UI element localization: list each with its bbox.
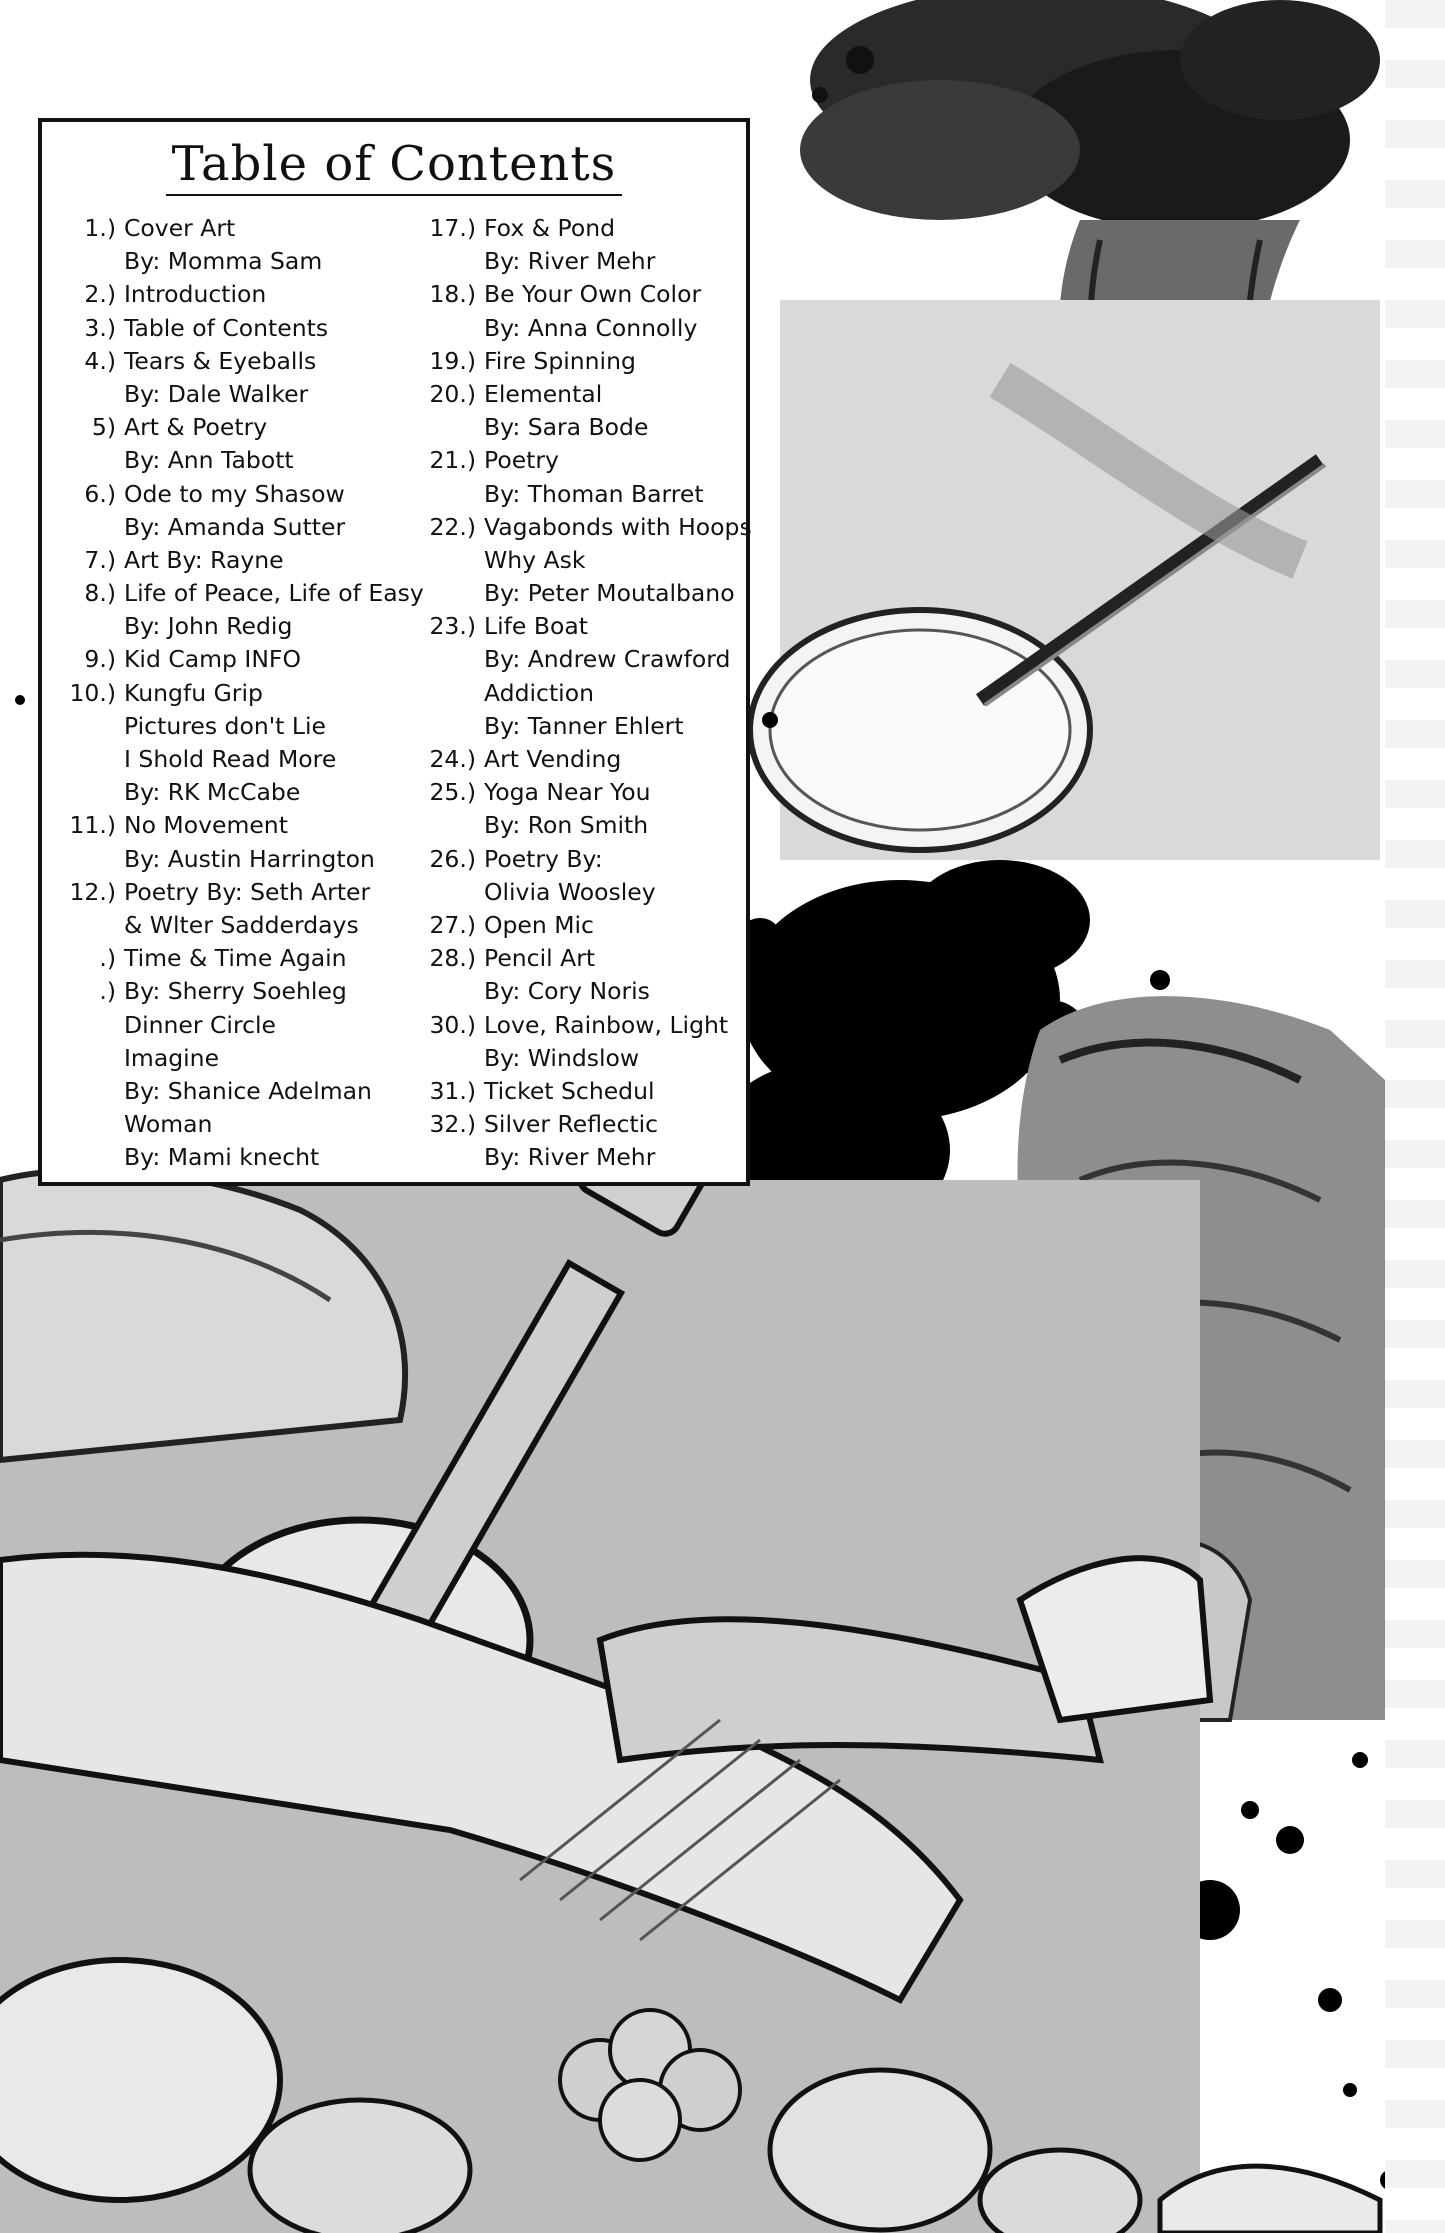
toc-entry-text: I Shold Read More [124,745,337,773]
toc-entry-text: Addiction [484,678,594,707]
toc-entry-text: Pencil Art [484,944,596,973]
toc-entry [52,942,422,975]
toc-entry-text: Art & Poetry [124,413,268,442]
toc-entry [412,843,742,876]
toc-entry [52,411,422,444]
toc-entry [412,1141,742,1174]
toc-entry [52,1009,422,1042]
toc-entry-text: Love, Rainbow, Light [484,1010,729,1039]
toc-entry-number: 19.) [429,346,476,375]
toc-entry-text: By: Peter Moutalbano [484,579,735,608]
toc-entry-text: By: Anna Connolly [484,313,698,342]
toc-entry-number: 5) [91,413,116,442]
toc-entry [412,876,742,909]
toc-entry-text: Art By: Rayne [124,545,284,574]
toc-entry [52,245,422,278]
toc-entry-number: 9.) [84,645,116,674]
toc-entry-text: Table of Contents [124,313,329,342]
toc-entry-text: Poetry [484,446,559,475]
toc-entry-text: Kid Camp INFO [124,645,301,674]
toc-entry-text: By: Ron Smith [484,811,649,840]
toc-entry [412,1075,742,1108]
page-title: Table of Contents [42,136,746,192]
toc-entry [412,909,742,942]
toc-entry-text: By: Andrew Crawford [484,645,731,674]
toc-entry [412,411,742,444]
toc-entry-number: 11.) [69,811,116,840]
toc-entry [52,643,422,676]
toc-entry-text: Cover Art [124,214,236,242]
toc-entry [52,444,422,477]
toc-entry [412,544,742,577]
toc-entry [412,278,742,311]
toc-entry [412,511,752,544]
toc-entry-text: Vagabonds with Hoops [484,512,752,541]
toc-entry [52,478,422,511]
toc-entry-text: By: Sherry Soehleg [124,977,347,1006]
banjo-illustration [750,300,1380,860]
toc-left-column [52,212,422,1174]
toc-entry-number: 4.) [84,346,116,375]
toc-entry-text: By: RK McCabe [124,778,301,807]
toc-entry [52,743,422,776]
toc-entry-text: Olivia Woosley [484,877,656,906]
toc-entry [412,245,742,278]
toc-entry-number: .) [99,977,116,1006]
toc-entry [52,677,422,710]
toc-entry-text: Kungfu Grip [124,678,263,707]
toc-entry [412,809,742,842]
toc-entry-number: 6.) [84,479,116,508]
toc-entry [412,1042,742,1075]
toc-entry [52,1075,422,1108]
toc-entry [52,511,422,544]
toc-entry-number: 17.) [429,214,476,242]
toc-entry [52,710,422,743]
toc-entry-text: Be Your Own Color [484,280,702,309]
toc-entry [412,975,742,1008]
toc-entry [52,544,422,577]
toc-entry-text: No Movement [124,811,288,840]
toc-entry-number: 3.) [84,313,116,342]
toc-entry-text: Imagine [124,1043,220,1072]
toc-entry [412,345,742,378]
toc-entry-number: 18.) [429,280,476,309]
toc-entry [52,378,422,411]
toc-entry-number: 8.) [84,579,116,608]
toc-entry-text: Life Boat [484,612,588,641]
toc-entry-number: 27.) [429,910,476,939]
toc-entry [52,776,422,809]
toc-entry [52,809,422,842]
toc-entry-number: 26.) [429,844,476,873]
toc-entry-text: Life of Peace, Life of Easy [124,579,424,608]
toc-entry [52,1141,422,1174]
tree-canopy-illustration [800,0,1380,230]
toc-entry [412,212,742,245]
toc-entry [412,776,742,809]
toc-entry [412,677,742,710]
toc-entry-text: Poetry By: [484,844,603,873]
toc-entry-number: 24.) [429,745,476,773]
toc-entry-text: By: Cory Noris [484,977,650,1006]
toc-entry [412,610,742,643]
page-edge-strip [1385,0,1445,2233]
toc-entry [52,1108,422,1141]
toc-entry-text: Woman [124,1110,213,1139]
toc-entry [52,312,422,345]
toc-entry [412,942,742,975]
toc-entry [412,1108,742,1141]
toc-entry-text: Why Ask [484,545,586,574]
toc-entry-text: By: Shanice Adelman [124,1076,372,1105]
toc-entry-text: By: Dale Walker [124,379,309,408]
toc-entry [412,643,742,676]
toc-entry [412,478,742,511]
toc-entry [52,975,422,1008]
toc-entry-text: Elemental [484,379,603,408]
toc-entry-text: Fox & Pond [484,214,616,242]
toc-entry-text: By: Sara Bode [484,413,649,442]
toc-entry [52,876,422,909]
toc-entry-number: 7.) [84,545,116,574]
toc-entry-number: 32.) [429,1110,476,1139]
toc-entry-number: 23.) [429,612,476,641]
toc-entry [412,312,742,345]
toc-entry-number: 28.) [429,944,476,973]
toc-entry-number: 20.) [429,379,476,408]
toc-entry-text: Introduction [124,280,267,309]
toc-entry-number: 30.) [429,1010,476,1039]
toc-entry-number: 1.) [84,214,116,242]
toc-entry [412,444,742,477]
toc-entry-number: 25.) [429,778,476,807]
toc-entry [52,610,422,643]
toc-entry [52,345,422,378]
toc-entry-text: By: Amanda Sutter [124,512,346,541]
toc-entry-text: Ticket Schedul [484,1076,655,1105]
toc-entry-text: Tears & Eyeballs [124,346,317,375]
toc-entry-text: Poetry By: Seth Arter [124,877,371,906]
toc-entry-text: By: Austin Harrington [124,844,375,873]
toc-entry-number: 2.) [84,280,116,309]
toc-entry-number: 12.) [69,877,116,906]
toc-entry-text: & Wlter Sadderdays [124,910,359,939]
toc-entry-text: By: Mami knecht [124,1143,320,1172]
toc-entry [52,278,422,311]
toc-right-column [412,212,752,1174]
toc-entry-text: Time & Time Again [124,944,347,973]
toc-entry-text: By: Momma Sam [124,247,323,276]
toc-entry-text: Yoga Near You [484,778,651,807]
toc-entry [412,577,742,610]
toc-entry-text: Art Vending [484,745,622,773]
toc-entry-number: 21.) [429,446,476,475]
toc-entry-text: By: Tanner Ehlert [484,711,684,740]
toc-entry [52,909,422,942]
toc-entry [52,212,422,245]
table-of-contents-box [38,118,750,1186]
toc-entry [412,378,742,411]
toc-entry-text: Ode to my Shasow [124,479,345,508]
toc-entry-text: By: Thoman Barret [484,479,704,508]
toc-entry-text: Dinner Circle [124,1010,276,1039]
toc-entry-number: 10.) [69,678,116,707]
toc-entry [52,1042,422,1075]
toc-entry [52,843,422,876]
toc-entry-text: Open Mic [484,910,594,939]
toc-entry-number: .) [99,944,116,973]
toc-entry-text: By: John Redig [124,612,293,641]
toc-entry-text: By: Windslow [484,1043,640,1072]
toc-entry-text: Silver Reflectic [484,1110,659,1139]
toc-entry-number: 31.) [429,1076,476,1105]
toc-entry-text: By: Ann Tabott [124,446,294,475]
toc-entry-text: Fire Spinning [484,346,636,375]
toc-entry-text: Pictures don't Lie [124,711,326,740]
toc-entry-text: By: River Mehr [484,1143,656,1172]
toc-entry [52,577,422,610]
toc-entry [412,1009,742,1042]
toc-entry [412,743,742,776]
toc-entry-text: By: River Mehr [484,247,656,276]
toc-entry-number: 22.) [429,512,476,541]
toc-entry [412,710,742,743]
